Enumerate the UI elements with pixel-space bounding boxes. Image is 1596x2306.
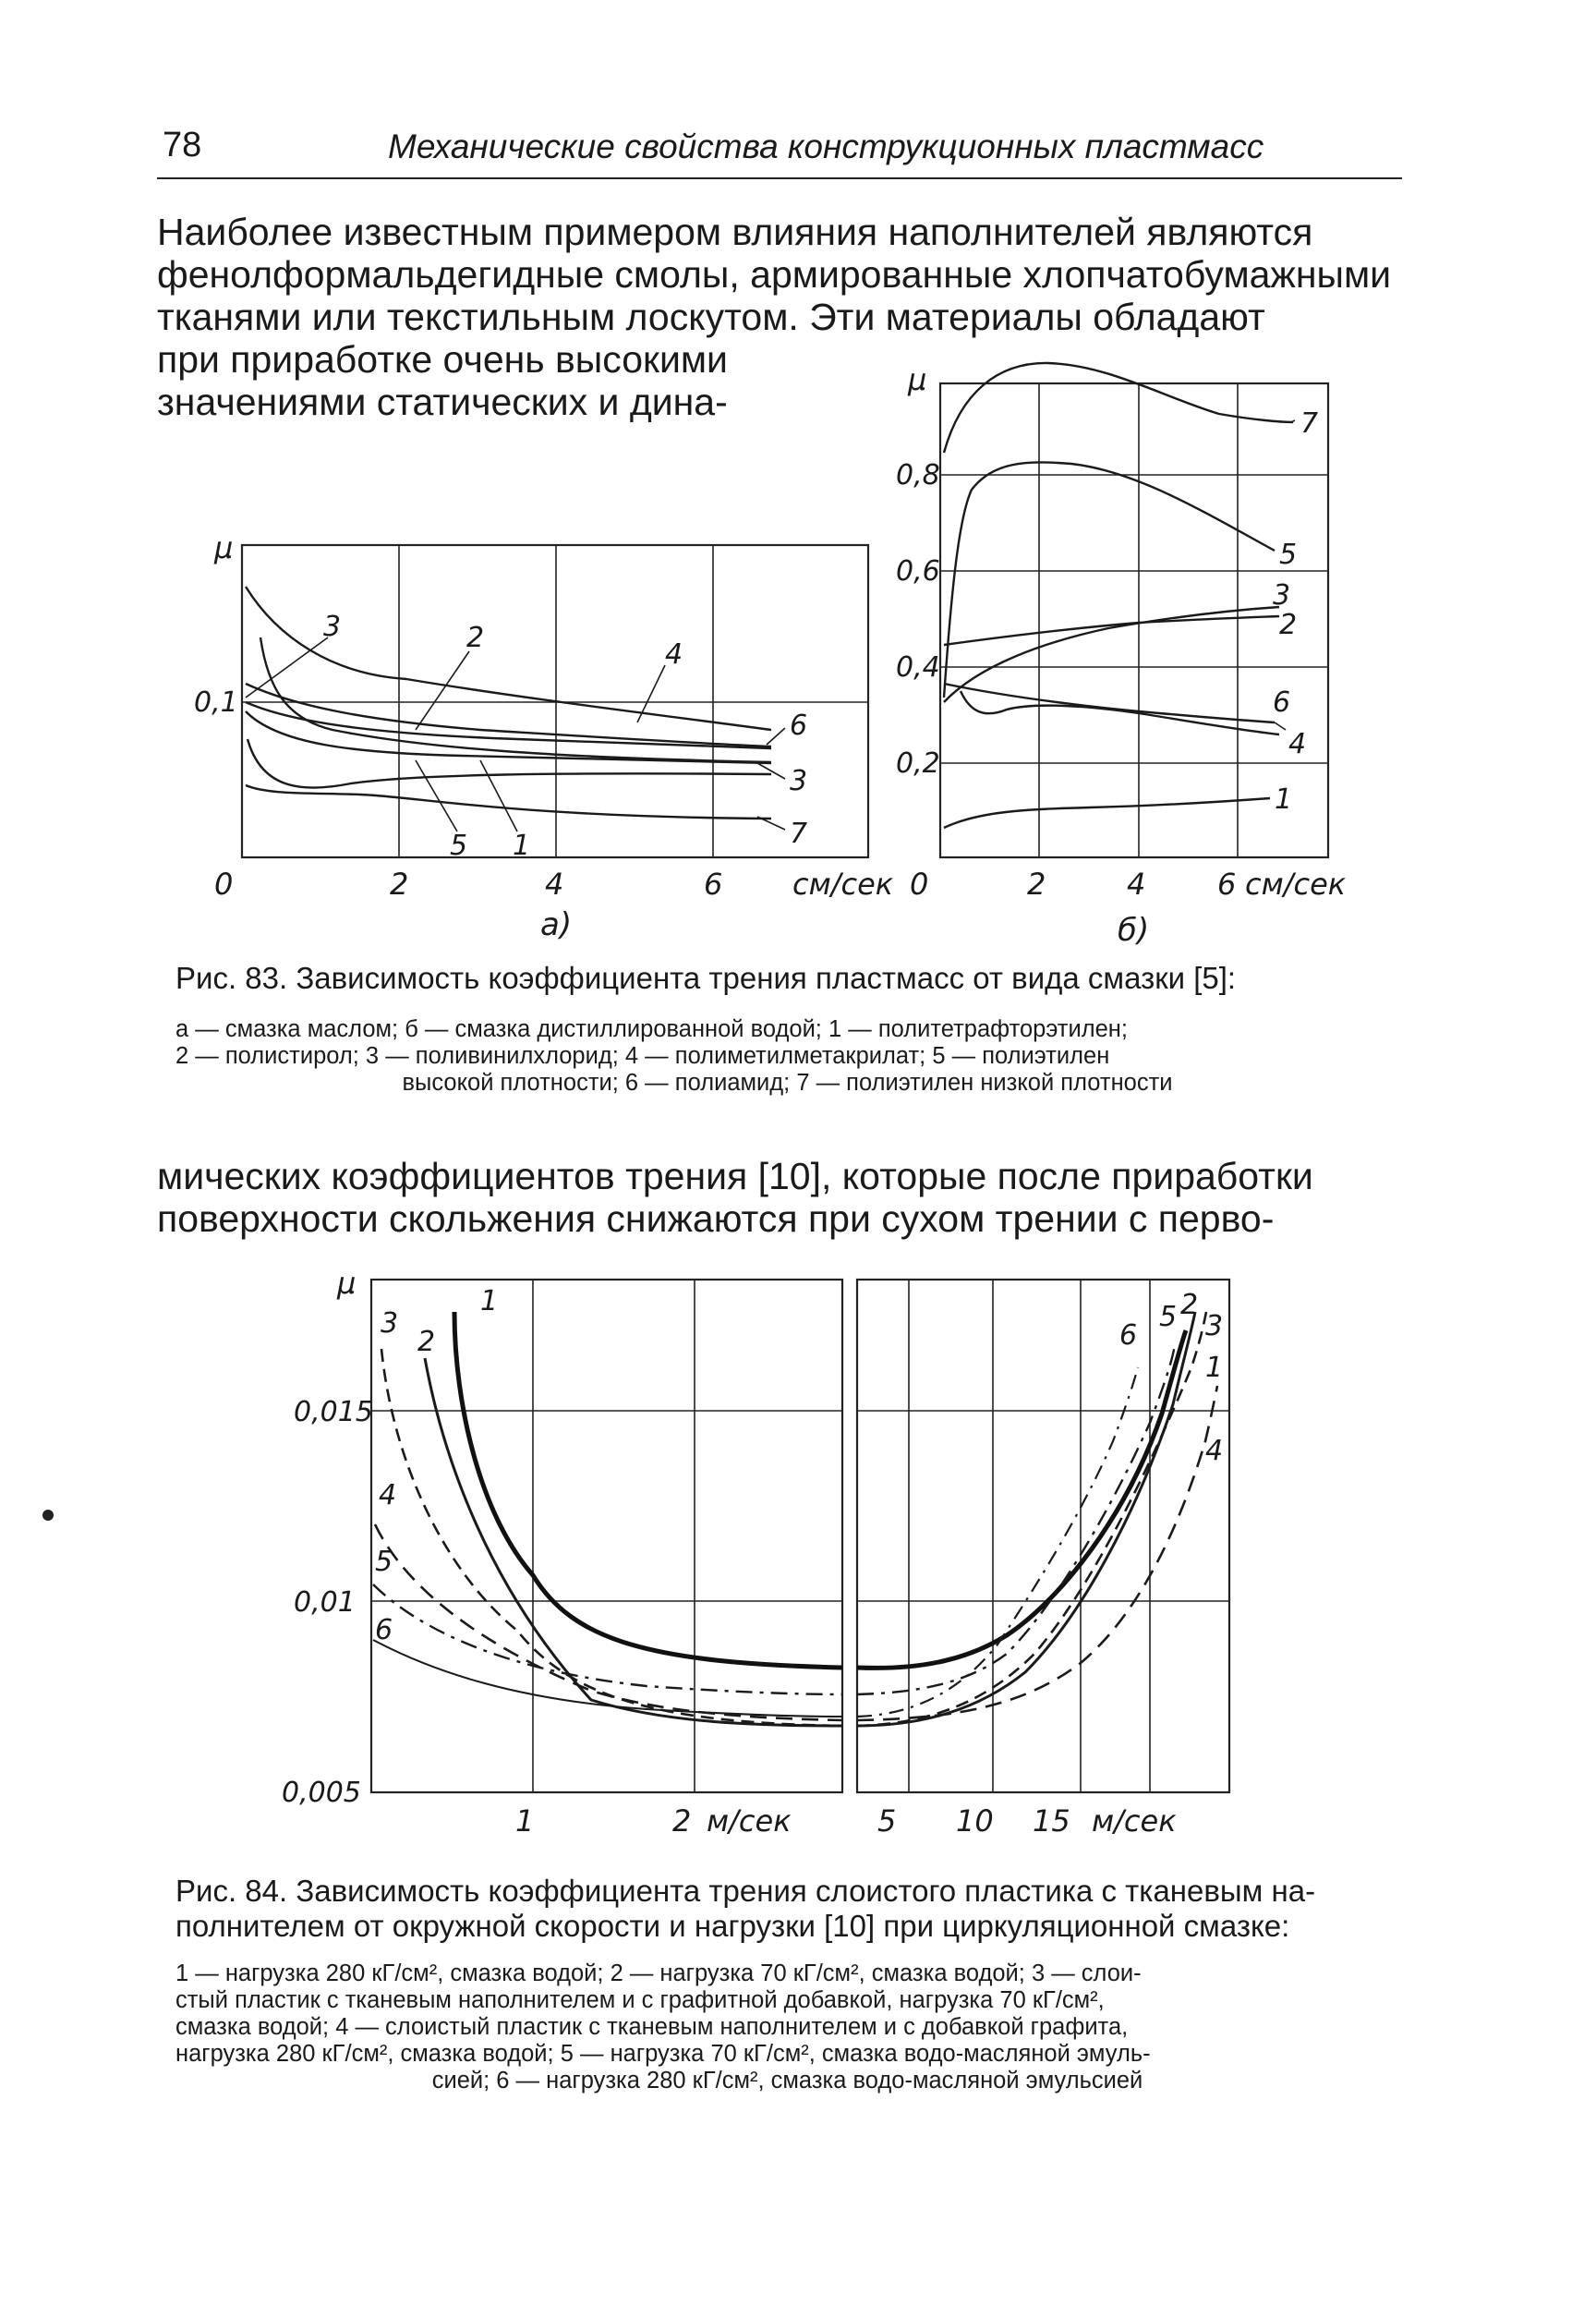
figure-83b-label-2: 2	[1279, 609, 1298, 641]
figure-84-legend-line-1: 1 — нагрузка 280 кГ/см², смазка водой; 2 — нагрузка 70 кГ/см², смазка водой; 3 — слои-	[175, 1960, 1142, 1986]
figure-83-caption: Рис. 83. Зависимость коэффициента трения пластмасс от вида смазки [5]:	[175, 961, 1237, 995]
figure-83a-x-tick-0: 0	[214, 867, 234, 902]
figure-84-left-x-tick-1: 1	[515, 1803, 535, 1839]
paragraph-1-line-4: при приработке очень высокими	[157, 338, 728, 381]
figure-83b-curve-4	[961, 691, 1279, 734]
figure-84-right-label-6: 6	[1119, 1319, 1138, 1352]
figure-83a-leader-2	[416, 651, 469, 730]
figure-84-right-label-2: 2	[1180, 1289, 1199, 1321]
figure-83a-chart	[194, 530, 894, 943]
figure-83b-curve-3	[944, 607, 1279, 702]
figure-84-caption-line-2: полнителем от окружной скорости и нагрузки [10] при циркуляционной смазке:	[175, 1909, 1290, 1943]
figure-83b-x-tick-0: 0	[910, 867, 929, 902]
figure-84-caption-line-1: Рис. 84. Зависимость коэффициента трения слоистого пластика с тканевым на-	[175, 1874, 1316, 1908]
figure-83b-label-6: 6	[1273, 686, 1291, 719]
paragraph-1-line-2: фенолформальдегидные смолы, армированные хлопчатобумажными	[157, 253, 1392, 296]
figure-84-right-label-5: 5	[1159, 1301, 1178, 1333]
figure-83b-leader-4	[1275, 722, 1286, 730]
page-number: 78	[163, 126, 202, 164]
figure-83b-label-5: 5	[1279, 539, 1298, 571]
figure-83b-x-unit: см/сек	[1245, 867, 1347, 902]
figure-83b-x-tick-6: 6	[1217, 867, 1237, 902]
paragraph-2-line-2: поверхности скольжения снижаются при сухом трении с перво-	[157, 1197, 1275, 1240]
figure-83a-label-2: 2	[466, 622, 485, 654]
figure-84-left-x-unit: м/сек	[707, 1803, 792, 1839]
figure-83a-y-tick-01: 0,1	[194, 686, 238, 719]
figure-83a-x-tick-4: 4	[545, 867, 564, 902]
figure-83a-x-tick-2: 2	[390, 867, 409, 902]
figure-83-legend-line-1: а — смазка маслом; б — смазка дистиллированной водой; 1 — политетрафторэтилен;	[175, 1016, 1128, 1042]
figure-84-right-x-tick-10: 10	[956, 1803, 994, 1839]
figure-83b-frame	[940, 383, 1328, 857]
figure-83b-x-tick-2: 2	[1027, 867, 1046, 902]
figure-84-left-curve-3	[381, 1349, 842, 1726]
figure-83b-y-tick-08: 0,8	[896, 459, 940, 492]
figure-84-y-tick-0015: 0,015	[294, 1396, 373, 1428]
figure-83a-panel-label: а)	[540, 906, 573, 943]
figure-83a-leader-5	[416, 760, 457, 831]
figure-83b-y-tick-02: 0,2	[896, 747, 940, 780]
figure-83a-x-unit: см/сек	[792, 867, 894, 902]
figure-83a-leader-3r	[757, 763, 785, 779]
figure-84-legend-line-3: смазка водой; 4 — слоистый пластик с тканевым наполнителем и с добавкой графита,	[175, 2014, 1129, 2040]
figure-83a-label-3: 3	[323, 611, 342, 643]
figure-84-right-x-unit: м/сек	[1092, 1803, 1177, 1839]
figure-84-left-label-2: 2	[417, 1326, 436, 1358]
figure-83b-label-1: 1	[1275, 783, 1293, 816]
figure-84-left-curve-6	[373, 1640, 842, 1717]
figure-84-legend-line-4: нагрузка 280 кГ/см², смазка водой; 5 — нагрузка 70 кГ/см², смазка водо-масляной эмуль-	[175, 2041, 1151, 2067]
figure-83b-label-4: 4	[1288, 728, 1307, 760]
figure-83b-y-tick-04: 0,4	[896, 651, 940, 684]
figure-84-right-label-3: 3	[1205, 1310, 1224, 1342]
figure-83b-label-3: 3	[1273, 579, 1291, 612]
figure-83b-chart	[896, 362, 1347, 949]
paragraph-1-line-3: тканями или текстильным лоскутом. Эти материалы обладают	[157, 296, 1265, 338]
figure-84-right-x-tick-15: 15	[1033, 1803, 1070, 1839]
figure-84-legend-line-5: сией; 6 — нагрузка 280 кГ/см², смазка водо-масляной эмульсией	[431, 2068, 1143, 2094]
figure-83b-curve-5	[944, 462, 1275, 698]
figure-84-left-curve-2	[425, 1358, 842, 1726]
figure-84-left-chart	[282, 1266, 842, 1839]
figure-83a-leader-7	[757, 817, 785, 830]
figure-84-right-chart	[857, 1280, 1229, 1839]
figure-84-left-curve-1	[454, 1312, 842, 1668]
figure-84-left-label-1: 1	[480, 1285, 499, 1317]
figure-83b-curve-2	[944, 616, 1279, 645]
figure-83a-label-7: 7	[790, 818, 808, 850]
paragraph-1-line-5: значениями статических и дина-	[157, 381, 728, 423]
figure-83b-curve-7	[944, 363, 1293, 453]
running-title: Механические свойства конструкционных пластмасс	[388, 127, 1264, 165]
figure-83b-curve-1	[944, 798, 1270, 828]
figure-84-right-curve-2	[857, 1312, 1195, 1726]
figure-84-left-label-6: 6	[375, 1614, 393, 1646]
figure-84-left-label-3: 3	[381, 1307, 399, 1340]
figure-83b-y-label: μ	[908, 362, 927, 397]
figure-83a-curve-6	[246, 684, 771, 746]
figure-84-left-label-5: 5	[375, 1546, 393, 1578]
figure-83a-label-6: 6	[790, 710, 808, 742]
figure-83b-curve-6	[944, 684, 1275, 722]
figure-83b-x-tick-4: 4	[1127, 867, 1146, 902]
figure-83-legend-line-2: 2 — полистирол; 3 — поливинилхлорид; 4 — полиметилметакрилат; 5 — полиэтилен	[175, 1043, 1110, 1069]
figure-83a-y-label: μ	[214, 530, 234, 565]
figure-84-right-label-4: 4	[1205, 1435, 1224, 1467]
figure-83a-label-5: 5	[450, 830, 468, 862]
figure-84-left-label-4: 4	[379, 1479, 397, 1511]
figure-83b-leader-7	[1291, 420, 1295, 422]
figure-84-right-label-1: 1	[1205, 1352, 1224, 1384]
figure-83a-leader-1	[480, 760, 517, 831]
figure-83a-leader-3	[246, 637, 328, 698]
figure-84-legend-line-2: стый пластик с тканевым наполнителем и с графитной добавкой, нагрузка 70 кГ/см²,	[175, 1987, 1105, 2013]
figure-84-y-label: μ	[337, 1266, 357, 1301]
figure-83b-y-tick-06: 0,6	[896, 555, 940, 588]
figure-83a-x-tick-6: 6	[704, 867, 723, 902]
figure-83a-label-3-right: 3	[790, 765, 808, 797]
figure-83b-panel-label: б)	[1118, 912, 1150, 949]
figure-84-y-tick-001: 0,01	[294, 1586, 356, 1619]
figure-83b-label-7: 7	[1300, 407, 1319, 440]
figure-84-y-tick-0005: 0,005	[282, 1777, 361, 1809]
paragraph-1-line-1: Наиболее известным примером влияния наполнителей являются	[157, 211, 1313, 253]
paragraph-2-line-1: мических коэффициентов трения [10], которые после приработки	[157, 1155, 1313, 1197]
figure-84-left-curve-4	[375, 1524, 842, 1720]
figure-83a-label-1: 1	[513, 830, 531, 862]
figure-83a-label-4: 4	[665, 638, 683, 671]
figure-84-right-x-tick-5: 5	[877, 1803, 897, 1839]
figure-84-left-x-tick-2: 2	[672, 1803, 692, 1839]
figure-83-legend-line-3: высокой плотности; 6 — полиамид; 7 — полиэтилен низкой плотности	[402, 1070, 1173, 1096]
